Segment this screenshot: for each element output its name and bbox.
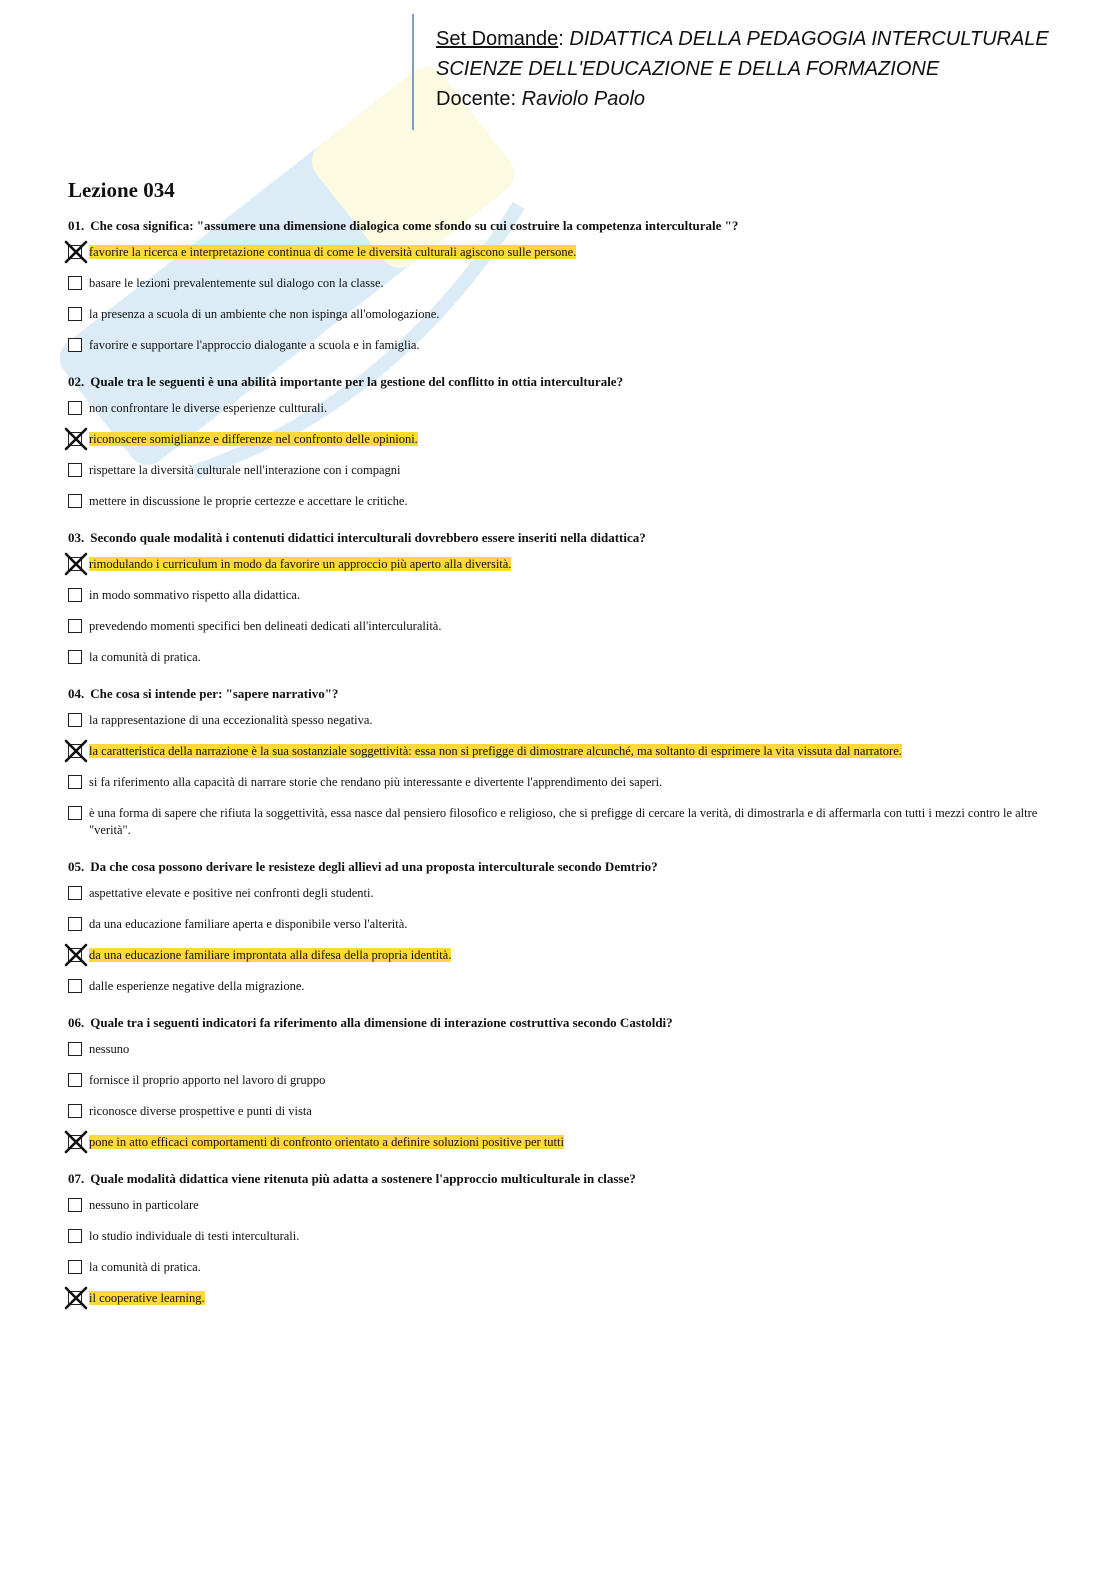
answer-option[interactable]	[68, 431, 1038, 448]
question-label: Da che cosa possono derivare le resisteze degli allievi ad una proposta interculturale secondo Demtrio?	[90, 859, 658, 874]
answer-text: la presenza a scuola di un ambiente che non ispinga all'omologazione.	[89, 307, 440, 321]
teacher-label: Docente:	[436, 88, 517, 110]
answer-option[interactable]	[68, 1041, 1038, 1058]
checkbox[interactable]	[68, 588, 82, 602]
cross-mark-icon	[64, 240, 88, 264]
question-5	[68, 857, 1038, 995]
answer-option[interactable]	[68, 1197, 1038, 1214]
answer-text: aspettative elevate e positive nei confronti degli studenti.	[89, 886, 374, 900]
answer-text: rimodulando i curriculum in modo da favorire un approccio più aperto alla diversità.	[89, 557, 512, 571]
question-list	[68, 216, 1038, 1325]
answer-text: basare le lezioni prevalentemente sul dialogo con la classe.	[89, 276, 384, 290]
question-3	[68, 528, 1038, 666]
checkbox[interactable]	[68, 979, 82, 993]
answer-text: nessuno	[89, 1042, 130, 1056]
answer-option[interactable]	[68, 774, 1038, 791]
question-text	[68, 528, 1038, 547]
cross-mark-icon	[64, 943, 88, 967]
answer-option[interactable]	[68, 916, 1038, 933]
checkbox[interactable]	[68, 276, 82, 290]
checkbox[interactable]	[68, 1073, 82, 1087]
course-name: DIDATTICA DELLA PEDAGOGIA INTERCULTURALE	[569, 28, 1049, 50]
cross-mark-icon	[64, 739, 88, 763]
checkbox[interactable]	[68, 463, 82, 477]
cross-mark-icon	[64, 427, 88, 451]
question-label: Che cosa si intende per: "sapere narrativo"?	[90, 686, 339, 701]
answer-text: nessuno in particolare	[89, 1198, 199, 1212]
question-number: 01.	[68, 218, 85, 233]
question-text	[68, 1169, 1038, 1188]
question-number: 05.	[68, 859, 85, 874]
checkbox[interactable]	[68, 1260, 82, 1274]
checkbox[interactable]	[68, 1042, 82, 1056]
answer-text: dalle esperienze negative della migrazione.	[89, 979, 305, 993]
answer-text: in modo sommativo rispetto alla didattica.	[89, 588, 301, 602]
teacher-name: Raviolo Paolo	[521, 88, 646, 110]
question-label: Quale modalità didattica viene ritenuta più adatta a sostenere l'approccio multiculturale in classe?	[90, 1171, 636, 1186]
checkbox[interactable]	[68, 494, 82, 508]
question-number: 04.	[68, 686, 85, 701]
answer-text: lo studio individuale di testi interculturali.	[89, 1229, 300, 1243]
answer-text: la comunità di pratica.	[89, 650, 201, 664]
lesson-title: Lezione 034	[68, 178, 175, 202]
answer-text: la comunità di pratica.	[89, 1260, 201, 1274]
answer-text: riconoscere somiglianze e differenze nel confronto delle opinioni.	[89, 432, 418, 446]
question-number: 02.	[68, 374, 85, 389]
checkbox[interactable]	[68, 307, 82, 321]
question-4	[68, 684, 1038, 839]
answer-text: mettere in discussione le proprie certezze e accettare le critiche.	[89, 494, 408, 508]
checkbox[interactable]	[68, 401, 82, 415]
question-label: Che cosa significa: "assumere una dimensione dialogica come sfondo su cui costruire la competenza interculturale "?	[90, 218, 739, 233]
question-number: 06.	[68, 1015, 85, 1030]
header-line-faculty	[436, 54, 1049, 84]
answer-text: riconosce diverse prospettive e punti di vista	[89, 1104, 312, 1118]
question-text	[68, 684, 1038, 703]
answer-option[interactable]	[68, 337, 1038, 354]
header-divider	[412, 14, 414, 130]
answer-option[interactable]	[68, 587, 1038, 604]
question-label: Quale tra le seguenti è una abilità importante per la gestione del conflitto in ottia interculturale?	[90, 374, 624, 389]
cross-mark-icon	[64, 1130, 88, 1154]
checkbox[interactable]	[68, 806, 82, 820]
answer-text: non confrontare le diverse esperienze cultturali.	[89, 401, 328, 415]
checkbox[interactable]	[68, 886, 82, 900]
answer-option[interactable]	[68, 1259, 1038, 1276]
answer-text: favorire la ricerca e interpretazione continua di come le diversità culturali agiscono sulle persone.	[89, 245, 577, 259]
answer-option[interactable]	[68, 275, 1038, 292]
question-number: 03.	[68, 530, 85, 545]
question-text	[68, 372, 1038, 391]
question-label: Secondo quale modalità i contenuti didattici interculturali dovrebbero essere inseriti nella didattica?	[90, 530, 646, 545]
answer-text: il cooperative learning.	[89, 1291, 205, 1305]
answer-option[interactable]	[68, 649, 1038, 666]
answer-option[interactable]	[68, 556, 1038, 573]
answer-option[interactable]	[68, 1072, 1038, 1089]
answer-text: prevedendo momenti specifici ben delineati dedicati all'interculuralità.	[89, 619, 442, 633]
answer-option[interactable]	[68, 1134, 1038, 1151]
header-line-teacher	[436, 84, 1049, 114]
question-number: 07.	[68, 1171, 85, 1186]
answer-option[interactable]	[68, 885, 1038, 902]
answer-text: si fa riferimento alla capacità di narrare storie che rendano più interessante e divertente l'apprendimento dei saperi.	[89, 775, 663, 789]
checkbox[interactable]	[68, 650, 82, 664]
question-6	[68, 1013, 1038, 1151]
question-text	[68, 216, 1038, 235]
answer-option[interactable]	[68, 462, 1038, 479]
answer-option[interactable]	[68, 1290, 1038, 1307]
answer-option[interactable]	[68, 493, 1038, 510]
answer-option[interactable]	[68, 306, 1038, 323]
faculty-name: SCIENZE DELL'EDUCAZIONE E DELLA FORMAZIONE	[436, 58, 940, 80]
cross-mark-icon	[64, 1286, 88, 1310]
answer-option[interactable]	[68, 805, 1038, 839]
checkbox[interactable]	[68, 775, 82, 789]
question-2	[68, 372, 1038, 510]
checkbox[interactable]	[68, 713, 82, 727]
answer-option[interactable]	[68, 400, 1038, 417]
answer-option[interactable]	[68, 712, 1038, 729]
answer-option[interactable]	[68, 1228, 1038, 1245]
answer-text: rispettare la diversità culturale nell'interazione con i compagni	[89, 463, 401, 477]
question-text	[68, 1013, 1038, 1032]
question-7	[68, 1169, 1038, 1307]
checkbox[interactable]	[68, 917, 82, 931]
answer-text: favorire e supportare l'approccio dialogante a scuola e in famiglia.	[89, 338, 420, 352]
checkbox[interactable]	[68, 1104, 82, 1118]
document-header	[436, 24, 1049, 114]
answer-text: la rappresentazione di una eccezionalità spesso negativa.	[89, 713, 373, 727]
header-line-course: Set Domande: DIDATTICA DELLA PEDAGOGIA INTERCULTURALE	[436, 28, 1049, 50]
answer-text: pone in atto efficaci comportamenti di confronto orientato a definire soluzioni positive per tutti	[89, 1135, 564, 1149]
question-text	[68, 857, 1038, 876]
checkbox[interactable]	[68, 1229, 82, 1243]
question-label: Quale tra i seguenti indicatori fa riferimento alla dimensione di interazione costruttiva secondo Castoldi?	[90, 1015, 673, 1030]
cross-mark-icon	[64, 552, 88, 576]
checkbox[interactable]	[68, 619, 82, 633]
answer-option[interactable]	[68, 244, 1038, 261]
answer-text: è una forma di sapere che rifiuta la soggettività, essa nasce dal pensiero filosofico e religioso, che si prefigge di cercare la verità, di dimostrarla e di affermarla con tutti i mezzi contro le altre "verità".	[89, 806, 1038, 837]
answer-option[interactable]	[68, 618, 1038, 635]
question-1	[68, 216, 1038, 354]
set-label: Set Domande	[436, 28, 559, 50]
checkbox[interactable]	[68, 338, 82, 352]
answer-text: da una educazione familiare improntata alla difesa della propria identità.	[89, 948, 452, 962]
answer-text: fornisce il proprio apporto nel lavoro di gruppo	[89, 1073, 326, 1087]
answer-option[interactable]	[68, 947, 1038, 964]
checkbox[interactable]	[68, 1198, 82, 1212]
answer-option[interactable]	[68, 743, 1038, 760]
answer-text: da una educazione familiare aperta e disponibile verso l'alterità.	[89, 917, 408, 931]
answer-option[interactable]	[68, 978, 1038, 995]
answer-option[interactable]	[68, 1103, 1038, 1120]
answer-text: la caratteristica della narrazione è la sua sostanziale soggettività: essa non si prefigge di dimostrare alcunché, ma soltanto di esprimere la vita vissuta dal narratore.	[89, 744, 902, 758]
